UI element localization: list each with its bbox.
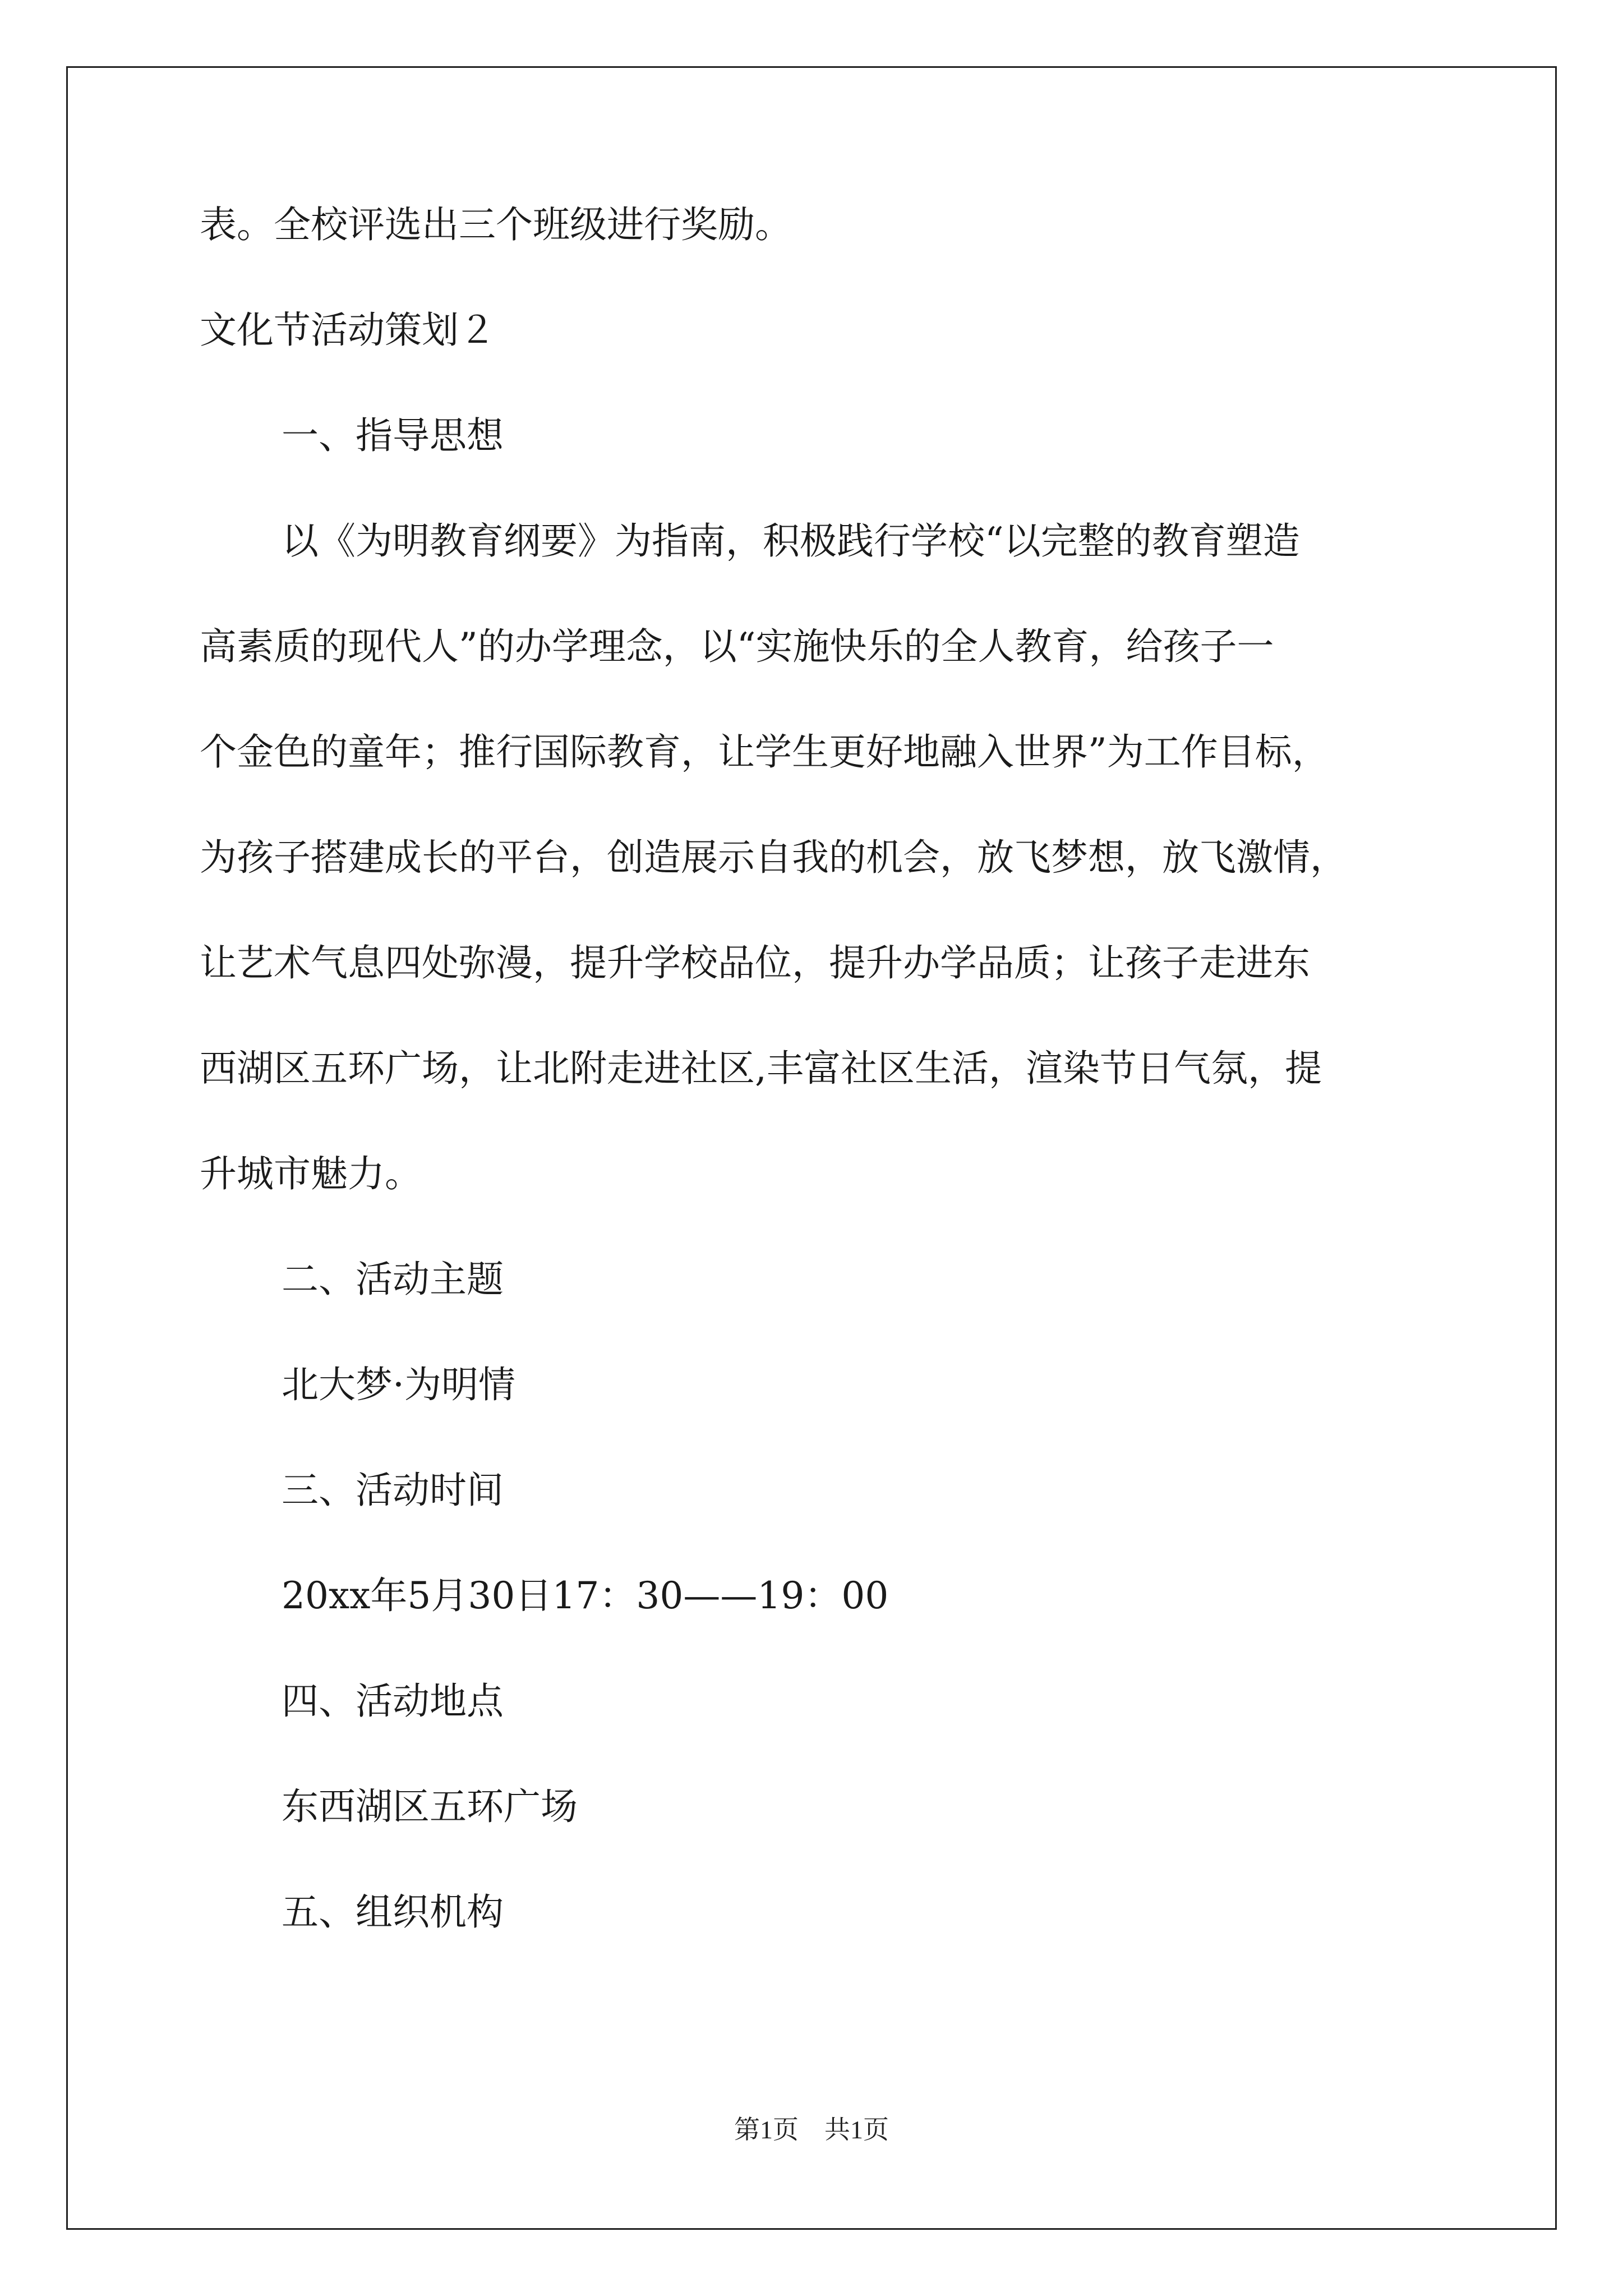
activity-time-text: 20xx年5月30日17：30——19：00 [282,1574,889,1617]
paragraph-line: 升城市魅力。 [200,1152,422,1195]
section-title: 文化节活动策划２ [200,309,496,352]
heading-activity-time: 三、活动时间 [282,1469,504,1512]
paragraph-line: 以《为明教育纲要》为指南，积极践行学校“以完整的教育塑造 [282,519,1300,563]
paragraph-line: 表。全校评选出三个班级进行奖励。 [200,203,792,246]
heading-guiding-ideology: 一、指导思想 [282,414,504,457]
paragraph-line: 个金色的童年；推行国际教育，让学生更好地融入世界”为工作目标， [200,730,1329,774]
heading-activity-theme: 二、活动主题 [282,1258,504,1301]
page-number-footer: 第1页 共1页 [734,2115,889,2144]
activity-location-text: 东西湖区五环广场 [282,1785,578,1828]
heading-activity-location: 四、活动地点 [282,1680,504,1723]
paragraph-line: 西湖区五环广场，让北附走进社区,丰富社区生活，渲染节日气氛，提 [200,1047,1322,1090]
paragraph-line: 为孩子搭建成长的平台，创造展示自我的机会，放飞梦想，放飞激情， [200,836,1347,879]
activity-theme-text: 北大梦·为明情 [282,1363,515,1406]
paragraph-line: 高素质的现代人”的办学理念，以“实施快乐的全人教育，给孩子一 [200,625,1274,668]
heading-organization: 五、组织机构 [282,1890,504,1934]
paragraph-line: 让艺术气息四处弥漫，提升学校品位，提升办学品质；让孩子走进东 [200,941,1310,984]
